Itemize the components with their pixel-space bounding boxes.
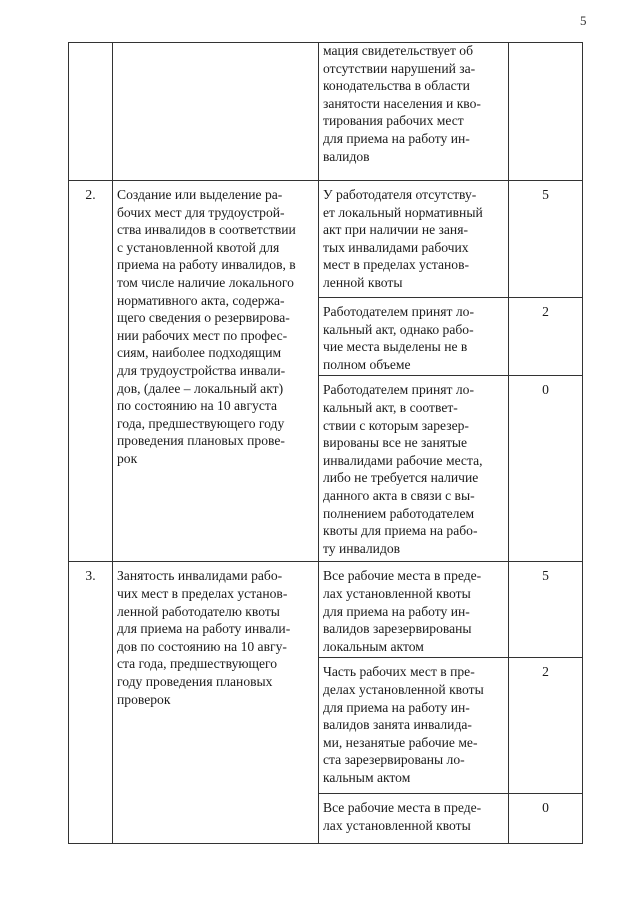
description-cell <box>319 298 509 376</box>
score-cell <box>509 181 583 298</box>
score-value: 5 <box>542 568 549 584</box>
row-number-cell <box>69 562 113 844</box>
description-text: Часть рабочих мест в пре- делах установленной квоты для приема на работу ин- валидов занята инвалида- ми, незанятые рабочие ме- ста зарезервированы ло- кальным актом <box>323 664 484 785</box>
table-row <box>69 181 583 298</box>
score-cell <box>509 658 583 794</box>
score-value: 2 <box>542 664 549 680</box>
description-cell <box>319 658 509 794</box>
criteria-table <box>68 42 583 844</box>
description-text: Все рабочие места в преде- лах установленной квоты для приема на работу ин- валидов зарезервированы локальным актом <box>323 568 482 654</box>
description-cell <box>319 794 509 844</box>
criterion-cell <box>113 562 319 844</box>
description-text: Все рабочие места в преде- лах установленной квоты <box>323 800 482 833</box>
page-number: 5 <box>580 13 587 28</box>
score-cell <box>509 562 583 658</box>
description-text: мация свидетельствует об отсутствии нарушений за- конодательства в области занятости населения и кво- тирования рабочих мест для приема на работу ин- валидов <box>323 43 481 164</box>
row-number: 3. <box>85 568 96 584</box>
row-number-cell <box>69 43 113 181</box>
criterion-text: Занятость инвалидами рабо- чих мест в пределах установ- ленной работодателю квоты для приема на работу инвали- дов по состоянию на 10 авгу- ста года, предшествующего году проведения плановых проверок <box>117 568 291 707</box>
score-value: 5 <box>542 187 549 202</box>
score-cell <box>509 43 583 181</box>
row-number-cell <box>69 181 113 562</box>
score-cell <box>509 794 583 844</box>
criterion-cell <box>113 181 319 562</box>
score-value: 2 <box>542 304 549 319</box>
description-text: Работодателем принят ло- кальный акт, в соответ- ствии с которым зарезер- вированы все не занятые инвалидами рабочие места, либо не требуется наличие данного акта в связи с вы- полнением работодателем квоты для приема на рабо- ту инвалидов <box>323 382 483 556</box>
table-row <box>69 562 583 658</box>
score-value: 0 <box>542 382 549 398</box>
description-text: У работодателя отсутству- ет локальный нормативный акт при наличии не заня- тых инвалидами рабочих мест в пределах установ- ленной квоты <box>323 187 483 290</box>
description-cell <box>319 181 509 298</box>
description-cell <box>319 43 509 181</box>
description-text: Работодателем принят ло- кальный акт, однако рабо- чие места выделены не в полном объеме <box>323 304 475 372</box>
table-row-continuation <box>69 43 583 181</box>
description-cell <box>319 376 509 562</box>
row-number: 2. <box>85 187 96 202</box>
criterion-text: Создание или выделение ра- бочих мест для трудоустрой- ства инвалидов в соответствии с установленной квотой для приема на работу инвалидов, в том числе наличие локального нормативного акта, содержа- щего сведения о резервирова- нии рабочих мест по профес- сиям, наиболее подходящим для трудоустройства инвали- дов, (далее – локальный акт) по состоянию на 10 августа года, предшествующего году проведения плановых прове- рок <box>117 187 296 466</box>
score-cell <box>509 376 583 562</box>
criterion-cell <box>113 43 319 181</box>
score-cell <box>509 298 583 376</box>
description-cell <box>319 562 509 658</box>
score-value: 0 <box>542 800 549 816</box>
